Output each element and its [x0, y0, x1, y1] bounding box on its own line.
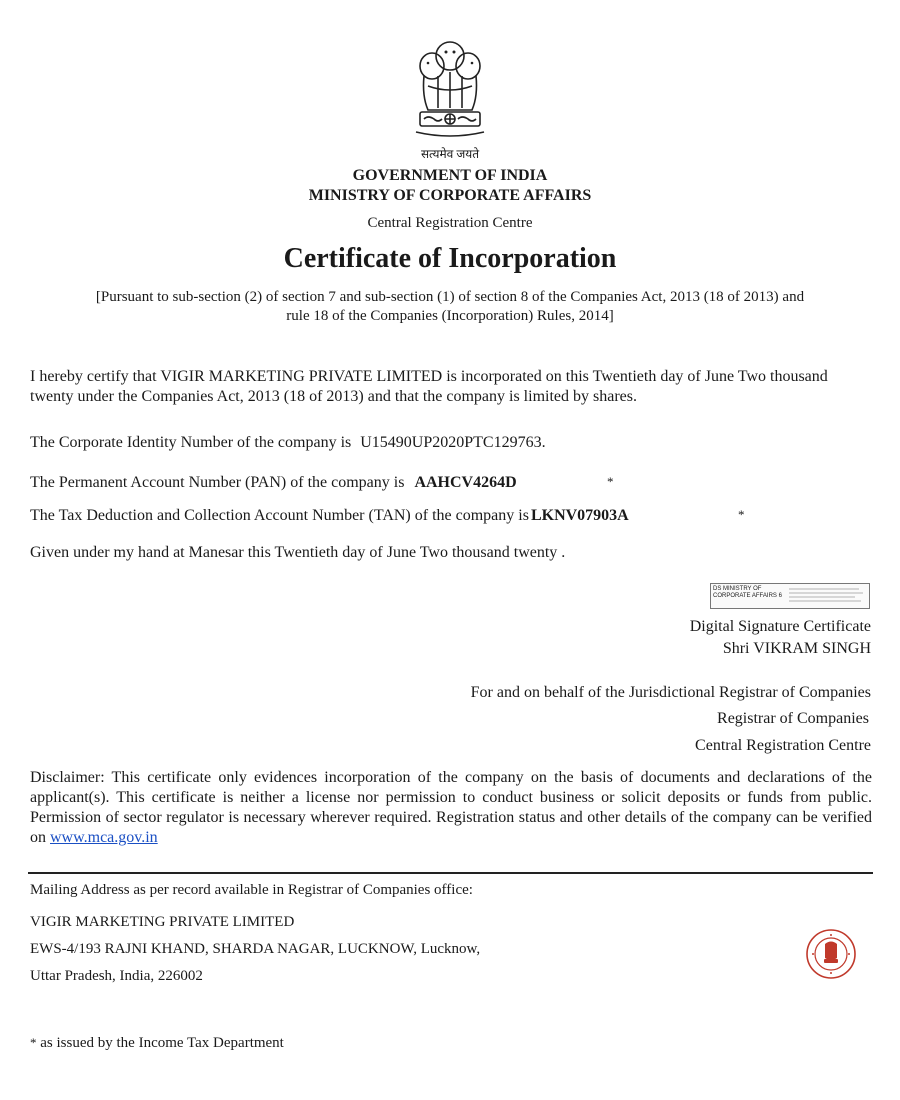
- registrar-centre-line: Central Registration Centre: [695, 737, 871, 754]
- mailing-address-line-1: EWS-4/193 RAJNI KHAND, SHARDA NAGAR, LUCKNOW, Lucknow,: [30, 941, 481, 957]
- footnote: [30, 1035, 284, 1052]
- stamp-line-2: CORPORATE AFFAIRS 6: [713, 593, 782, 599]
- stamp-text: [713, 586, 782, 600]
- mailing-company: VIGIR MARKETING PRIVATE LIMITED: [30, 914, 295, 930]
- disclaimer-text: Disclaimer: This certificate only evidences incorporation of the company on the basis of documents and declarations of the applicant(s). This certificate is neither a license nor permission to conduct business or solicit deposits or funds from public. Permission of sector regulator is necessary wherever required. Registration status and other details of the company can be verified on: [30, 769, 872, 846]
- pursuant-text: [30, 288, 870, 326]
- pan-label: The Permanent Account Number (PAN) of the company is: [30, 474, 405, 491]
- mca-website-link[interactable]: www.mca.gov.in: [50, 829, 158, 846]
- registrar-line: Registrar of Companies: [717, 710, 869, 727]
- mailing-address-line-2: Uttar Pradesh, India, 226002: [30, 968, 203, 984]
- pursuant-line-2: rule 18 of the Companies (Incorporation) Rules, 2014]: [286, 308, 614, 324]
- given-line: Given under my hand at Manesar this Twentieth day of June Two thousand twenty .: [30, 544, 566, 561]
- tan-value: LKNV07903A: [530, 507, 629, 524]
- government-line: GOVERNMENT OF INDIA: [352, 167, 548, 184]
- mailing-heading: [30, 882, 473, 899]
- divider-rule: [28, 872, 873, 874]
- national-emblem-icon: [410, 36, 490, 148]
- footnote-text: as issued by the Income Tax Department: [40, 1035, 284, 1051]
- tan-label: The Tax Deduction and Collection Account Number (TAN) of the company is: [30, 507, 529, 524]
- pan-value: AAHCV4264D: [414, 474, 517, 491]
- footnote-star: *: [30, 1035, 37, 1050]
- stamp-fine-print-graphic: [789, 586, 865, 606]
- mailing-heading-text: Mailing Address as per record available in Registrar of Companies office:: [30, 882, 473, 898]
- header-government: [0, 166, 900, 206]
- signatory-name: Shri VIKRAM SINGH: [722, 640, 871, 657]
- tan-asterisk: *: [738, 507, 745, 522]
- certificate-title: Certificate of Incorporation: [283, 243, 617, 274]
- cin-label: The Corporate Identity Number of the company is: [30, 434, 352, 451]
- mca-seal-icon: [805, 928, 857, 980]
- pan-line: [30, 474, 517, 492]
- signature-certificate-label: Digital Signature Certificate: [689, 618, 871, 635]
- behalf-line: For and on behalf of the Jurisdictional Registrar of Companies: [470, 684, 871, 701]
- ministry-line: MINISTRY OF CORPORATE AFFAIRS: [308, 187, 592, 204]
- pan-asterisk: *: [607, 474, 614, 489]
- digital-signature-stamp: [710, 583, 870, 609]
- certify-paragraph: I hereby certify that VIGIR MARKETING PRIVATE LIMITED is incorporated on this Twentieth day of June Two thousand twenty under the Companies Act, 2013 (18 of 2013) and that the company is limited by shares.: [30, 368, 828, 405]
- header-centre: Central Registration Centre: [367, 215, 533, 231]
- pursuant-line-1: [Pursuant to sub-section (2) of section 7 and sub-section (1) of section 8 of the Companies Act, 2013 (18 of 2013) and: [95, 289, 805, 305]
- emblem-motto: सत्यमेव जयते: [420, 147, 480, 161]
- cin-line: [30, 434, 546, 452]
- stamp-line-1: DS MINISTRY OF: [713, 586, 762, 592]
- disclaimer-paragraph: [30, 768, 872, 848]
- tan-line: [30, 507, 629, 525]
- cin-value: U15490UP2020PTC129763.: [360, 434, 546, 451]
